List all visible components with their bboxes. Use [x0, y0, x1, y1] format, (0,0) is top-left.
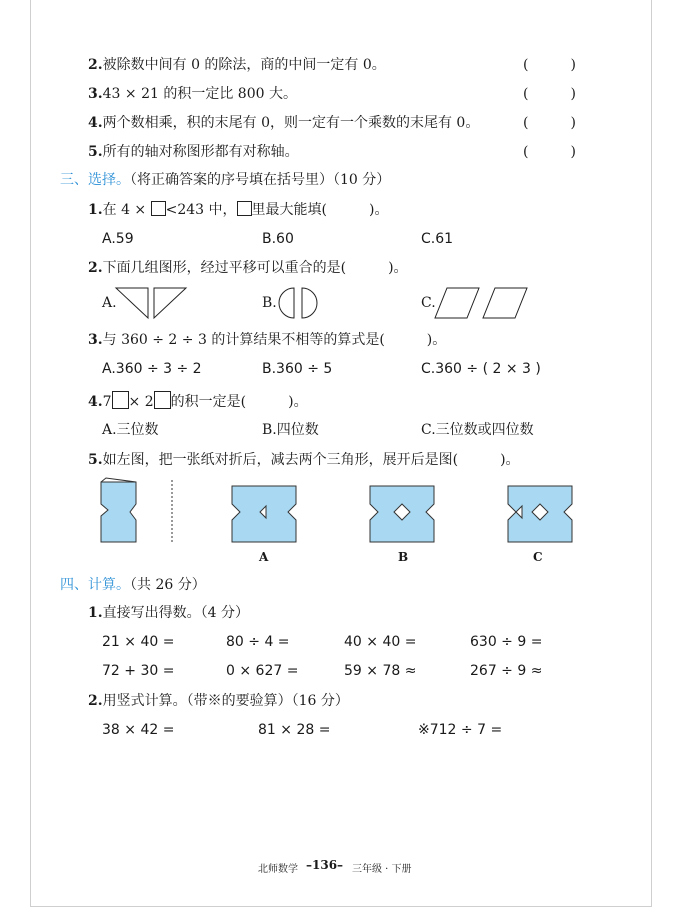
q3-option-a: A.360 ÷ 3 ÷ 2: [102, 361, 202, 377]
answer-paren: ( ): [523, 144, 576, 160]
folded-paper-shape: [101, 478, 136, 542]
page-number: –136–: [306, 858, 344, 872]
choice-q3: 3.与 360 ÷ 2 ÷ 3 的计算结果不相等的算式是( )。: [88, 332, 447, 348]
q2-option-b: B.: [262, 295, 277, 311]
calc-item: 630 ÷ 9 =: [470, 634, 543, 650]
calc-item: 267 ÷ 9 ≈: [470, 663, 543, 679]
section-3-heading: 三、选择。（将正确答案的序号填在括号里）（10 分）: [60, 172, 391, 188]
q1-option-a: A.59: [102, 231, 134, 247]
half-circles-figure: [274, 286, 322, 320]
q3-option-b: B.360 ÷ 5: [262, 361, 333, 377]
q3-option-c: C.360 ÷ ( 2 × 3 ): [421, 361, 541, 377]
calc-item: 40 × 40 =: [344, 634, 417, 650]
q2-option-c: C.: [421, 295, 436, 311]
q1-option-b: B.60: [262, 231, 294, 247]
calc-item: 80 ÷ 4 =: [226, 634, 290, 650]
calc-item: 0 × 627 =: [226, 663, 299, 679]
blank-box: [151, 201, 166, 216]
q1-option-c: C.61: [421, 231, 454, 247]
parallelograms-figure: [435, 286, 531, 320]
answer-paren: ( ): [523, 57, 576, 73]
blank-box: [154, 391, 171, 409]
footer-grade: 三年级 · 下册: [352, 864, 412, 875]
calc-q2: 2.用竖式计算。（带※的要验算）（16 分）: [88, 693, 349, 709]
blank-box: [237, 201, 252, 216]
choice-q5: 5.如左图，把一张纸对折后，减去两个三角形，展开后是图( )。: [88, 452, 520, 468]
judge-item-3: 3.43 × 21 的积一定比 800 大。: [88, 86, 297, 102]
calc-q1: 1.直接写出得数。（4 分）: [88, 605, 249, 621]
q4-option-b: B.四位数: [262, 422, 319, 438]
choice-q4: 4.7 × 2 的积一定是( )。: [88, 391, 308, 411]
calc-item: 72 + 30 =: [102, 663, 175, 679]
blank-box: [112, 391, 129, 409]
choice-q2: 2.下面几组图形，经过平移可以重合的是( )。: [88, 260, 408, 276]
vertical-calc-item: ※712 ÷ 7 =: [418, 722, 503, 738]
vertical-calc-item: 81 × 28 =: [258, 722, 331, 738]
figure-label-c: C: [533, 550, 543, 564]
unfolded-shape-b: [370, 486, 434, 542]
figure-label-b: B: [398, 550, 409, 564]
unfolded-shape-c: [508, 486, 572, 542]
triangles-figure: [114, 286, 190, 320]
q2-option-a: A.: [102, 295, 117, 311]
unfolded-shape-a: [232, 486, 296, 542]
footer-book-title: 北师数学: [258, 864, 298, 875]
answer-paren: ( ): [523, 86, 576, 102]
judge-item-2: 2.被除数中间有 0 的除法，商的中间一定有 0。: [88, 57, 386, 73]
judge-item-5: 5.所有的轴对称图形都有对称轴。: [88, 144, 299, 160]
calc-item: 21 × 40 =: [102, 634, 175, 650]
q4-option-a: A.三位数: [102, 422, 159, 438]
calc-item: 59 × 78 ≈: [344, 663, 417, 679]
q4-option-c: C.三位数或四位数: [421, 422, 534, 438]
answer-paren: ( ): [523, 115, 576, 131]
section-4-heading: 四、计算。（共 26 分）: [60, 577, 206, 593]
figure-label-a: A: [259, 550, 269, 564]
vertical-calc-item: 38 × 42 =: [102, 722, 175, 738]
paper-fold-figure: [96, 476, 586, 544]
choice-q1: 1.在 4 × <243 中， 里最大能填( )。: [88, 202, 389, 218]
judge-item-4: 4.两个数相乘，积的末尾有 0，则一定有一个乘数的末尾有 0。: [88, 115, 480, 131]
